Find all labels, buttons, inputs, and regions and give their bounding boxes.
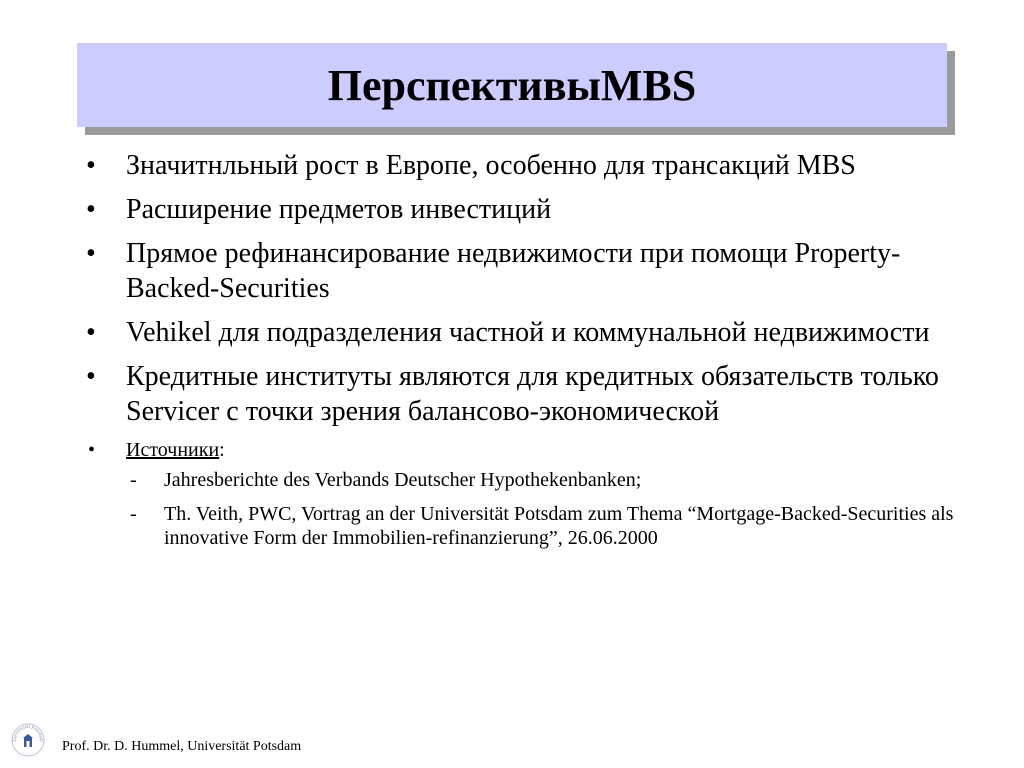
dash-marker: - xyxy=(130,503,137,525)
bullet-text: Прямое рефинансирование недвижимости при помощи Property-Backed-Securities xyxy=(126,238,901,304)
source-text: Jahresberichte des Verbands Deutscher Hypothekenbanken; xyxy=(164,469,642,491)
sources-list xyxy=(118,468,966,550)
bullet-marker: • xyxy=(86,238,96,269)
bullet-item xyxy=(86,236,966,306)
bullet-item xyxy=(86,192,966,227)
bullet-text: Значитнльный рост в Европе, особенно для трансакций MBS xyxy=(126,150,856,181)
bullet-text: Расширение предметов инвестиций xyxy=(126,194,552,225)
source-item xyxy=(118,502,966,550)
bullet-text: Кредитные институты являются для кредитных обязательств только Servicer с точки зрения балансово-экономической xyxy=(126,361,939,427)
title-box xyxy=(77,43,947,127)
bullet-item xyxy=(86,315,966,350)
sources-colon: : xyxy=(219,439,225,461)
bullet-item xyxy=(86,148,966,183)
sources-item xyxy=(86,438,966,550)
footer xyxy=(0,720,400,768)
dash-marker: - xyxy=(130,469,137,491)
bullet-marker: • xyxy=(86,317,96,348)
bullet-marker: • xyxy=(86,194,96,225)
bullet-marker: • xyxy=(88,439,96,461)
bullet-list xyxy=(86,148,966,560)
university-seal-icon xyxy=(10,722,46,758)
source-item xyxy=(118,468,966,492)
bullet-marker: • xyxy=(86,150,96,181)
logo-text: Universität Potsdam xyxy=(12,724,44,742)
sources-label: Источники xyxy=(126,439,220,461)
slide-title: ПерспективыMBS xyxy=(327,60,697,110)
bullet-marker: • xyxy=(86,361,96,392)
bullet-text: Vehikel для подразделения частной и коммунальной недвижимости xyxy=(126,317,930,348)
source-text: Th. Veith, PWC, Vortrag an der Universität Potsdam zum Thema “Mortgage-Backed-Securities als innovative Form der Immobilien-refinanzierung”, 26.06.2000 xyxy=(164,503,954,549)
bullet-item xyxy=(86,359,966,429)
footer-author: Prof. Dr. D. Hummel, Universität Potsdam xyxy=(62,739,302,754)
